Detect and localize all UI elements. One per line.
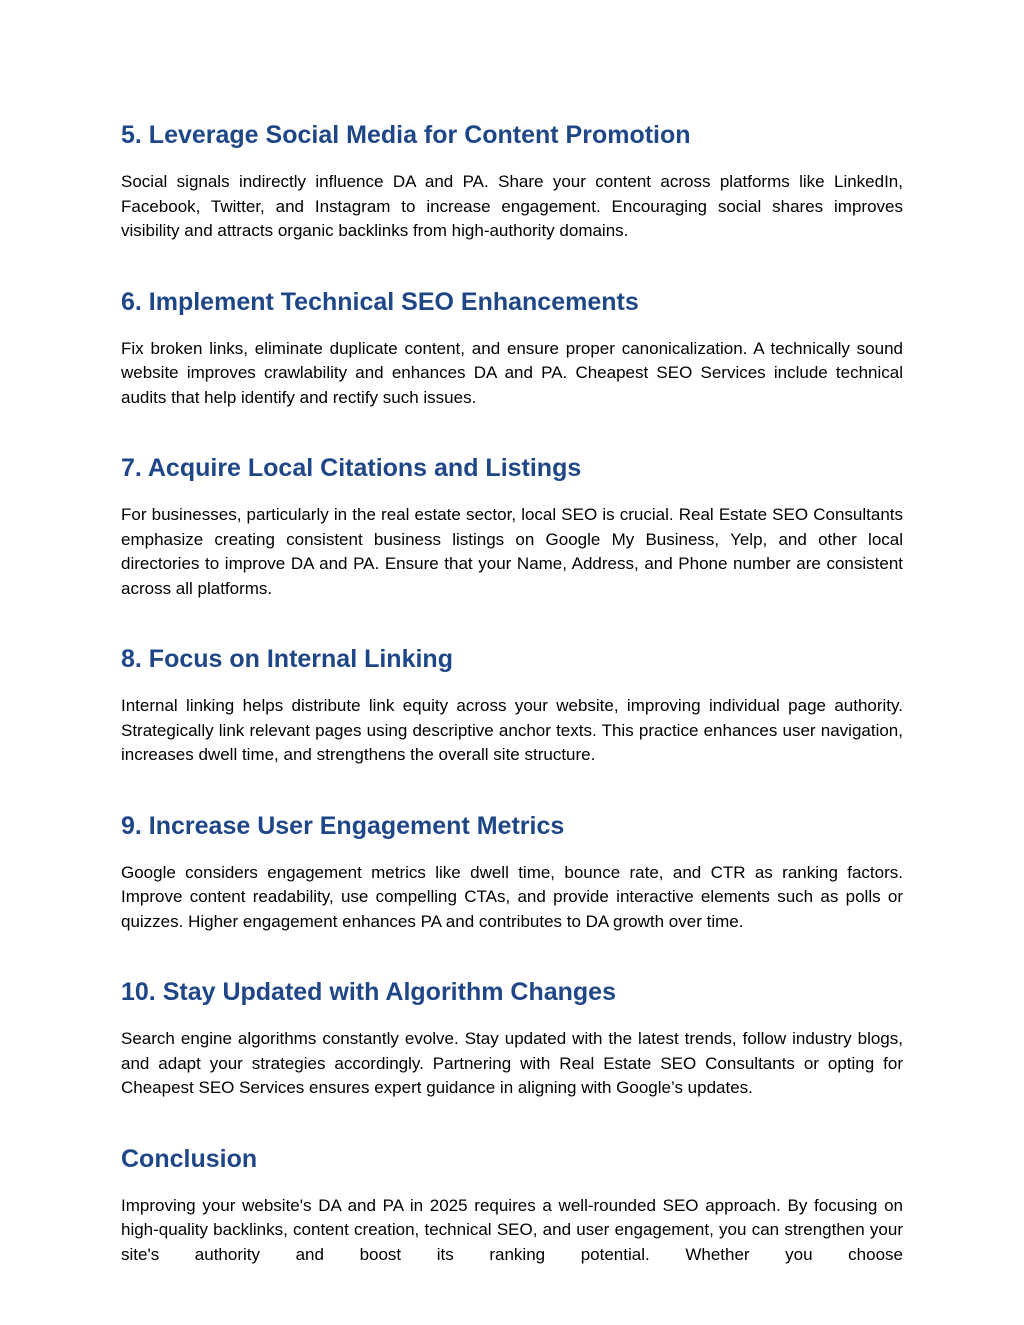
section-internal-linking: [121, 628, 903, 768]
section-paragraph: Google considers engagement metrics like dwell time, bounce rate, and CTR as ranking factors. Improve content readability, use compelling CTAs, and provide interactive elements such as polls or quizzes. Higher engagement enhances PA and contributes to DA growth over time.: [121, 862, 903, 931]
section-paragraph: Improving your website's DA and PA in 2025 requires a well-rounded SEO approach. By focusing on high-quality backlinks, content creation, technical SEO, and user engagement, you can strengthen your site's authority and boost its ranking potential. Whether you choose: [121, 1195, 903, 1264]
section-paragraph: Search engine algorithms constantly evolve. Stay updated with the latest trends, follow industry blogs, and adapt your strategies accordingly. Partnering with Real Estate SEO Consultants or opting for Cheapest SEO Services ensures expert guidance in aligning with Google’s updates.: [121, 1029, 903, 1097]
section-local-citations: [121, 437, 903, 601]
section-heading: 6. Implement Technical SEO Enhancements: [121, 287, 639, 316]
section-paragraph: Internal linking helps distribute link equity across your website, improving individual page authority. Strategically link relevant pages using descriptive anchor texts. This practice enhances user navigation, increases dwell time, and strengthens the overall site structure.: [121, 696, 903, 764]
section-social-media: [121, 104, 903, 244]
section-algorithm-changes: [121, 961, 903, 1101]
section-paragraph: For businesses, particularly in the real estate sector, local SEO is crucial. Real Estate SEO Consultants emphasize creating consistent business listings on Google My Business, Yelp, and other local directories to improve DA and PA. Ensure that your Name, Address, and Phone number are consistent across all platforms.: [121, 505, 903, 598]
section-conclusion: [121, 1128, 903, 1268]
section-heading: Conclusion: [121, 1144, 258, 1173]
section-user-engagement: [121, 795, 903, 935]
document-page: [121, 104, 903, 1267]
section-paragraph: Fix broken links, eliminate duplicate content, and ensure proper canonicalization. A technically sound website improves crawlability and enhances DA and PA. Cheapest SEO Services include technical audits that help identify and rectify such issues.: [121, 338, 903, 407]
section-paragraph: Social signals indirectly influence DA and PA. Share your content across platforms like LinkedIn, Facebook, Twitter, and Instagram to increase engagement. Encouraging social shares improves visibility and attracts organic backlinks from high-authority domains.: [121, 172, 903, 240]
section-heading: 5. Leverage Social Media for Content Promotion: [121, 121, 691, 149]
section-technical-seo: [121, 271, 903, 411]
section-heading: 8. Focus on Internal Linking: [121, 645, 453, 673]
section-heading: 9. Increase User Engagement Metrics: [121, 811, 565, 840]
section-heading: 7. Acquire Local Citations and Listings: [121, 454, 582, 482]
section-heading: 10. Stay Updated with Algorithm Changes: [121, 978, 616, 1006]
